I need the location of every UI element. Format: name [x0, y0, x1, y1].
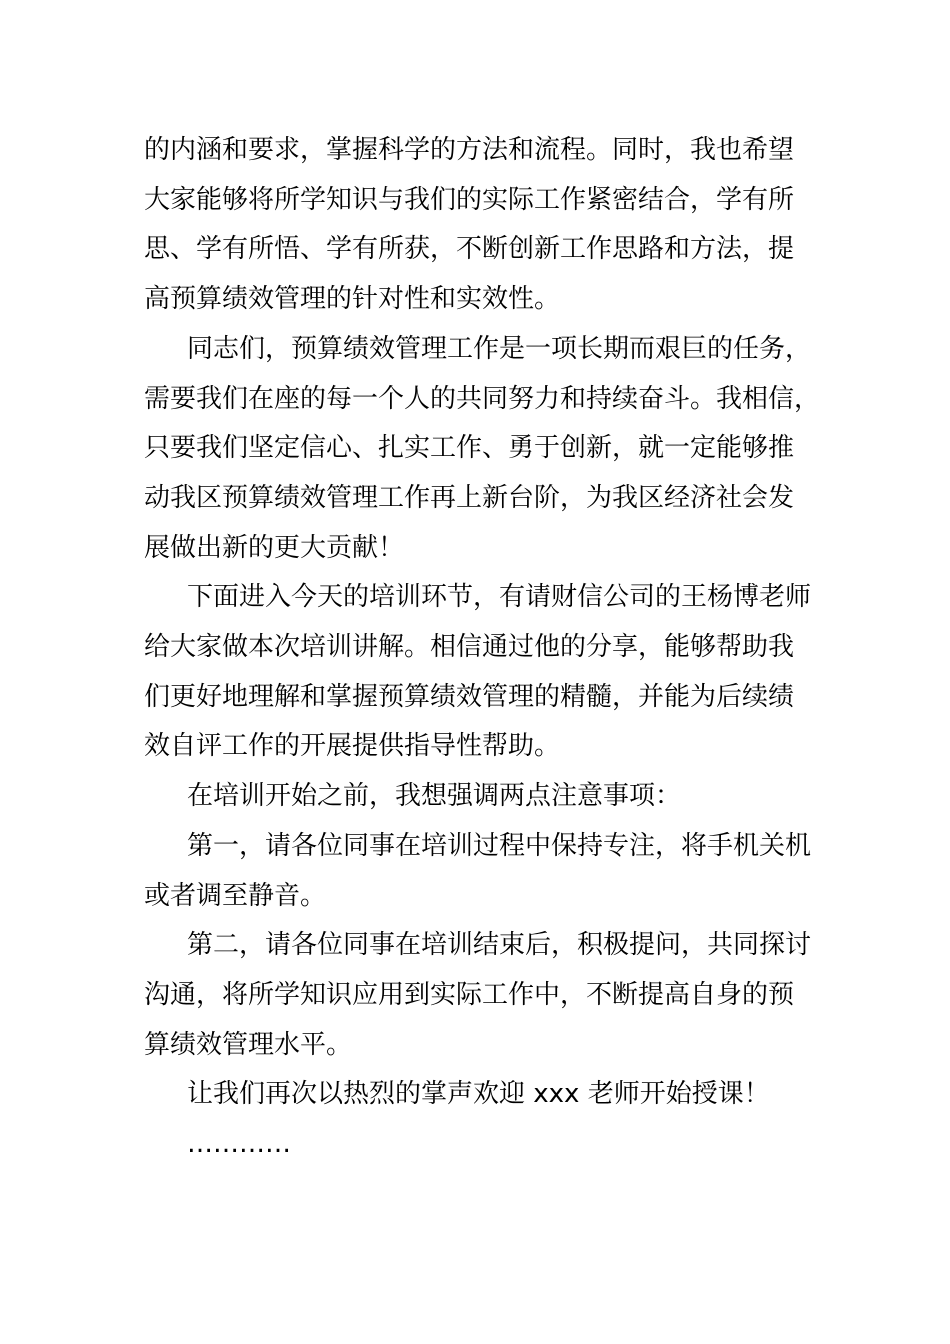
text-line: 给大家做本次培训讲解。相信通过他的分享，能够帮助我 — [144, 632, 795, 663]
paragraph-8-ellipsis — [144, 1120, 824, 1170]
text-line: 算绩效管理水平。 — [144, 1029, 353, 1060]
text-line: 下面进入今天的培训环节，有请财信公司的王杨博老师 — [187, 582, 812, 613]
text-line: 沟通，将所学知识应用到实际工作中，不断提高自身的预 — [144, 979, 795, 1010]
text-line: 只要我们坚定信心、扎实工作、勇于创新，就一定能够推 — [144, 433, 795, 464]
text-line: 同志们，预算绩效管理工作是一项长期而艰巨的任务， — [187, 333, 812, 364]
paragraph-2 — [144, 325, 824, 574]
paragraph-4 — [144, 772, 824, 822]
paragraph-5 — [144, 822, 824, 921]
text-line: 大家能够将所学知识与我们的实际工作紧密结合，学有所 — [144, 184, 795, 215]
paragraph-6 — [144, 921, 824, 1070]
text-line: 在培训开始之前，我想强调两点注意事项： — [187, 781, 682, 812]
ellipsis-line: ………… — [187, 1129, 291, 1160]
paragraph-7 — [144, 1070, 824, 1120]
text-line: 展做出新的更大贡献！ — [144, 532, 405, 563]
text-line: 效自评工作的开展提供指导性帮助。 — [144, 731, 561, 762]
text-line: 让我们再次以热烈的掌声欢迎 xxx 老师开始授课！ — [187, 1079, 770, 1110]
text-line: 的内涵和要求，掌握科学的方法和流程。同时，我也希望 — [144, 135, 795, 165]
paragraph-1 — [144, 126, 824, 325]
text-line: 动我区预算绩效管理工作再上新台阶，为我区经济社会发 — [144, 482, 795, 513]
text-line: 或者调至静音。 — [144, 880, 327, 911]
document-body — [144, 126, 824, 1170]
text-line: 思、学有所悟、学有所获，不断创新工作思路和方法，提 — [144, 234, 795, 265]
text-line: 第二，请各位同事在培训结束后，积极提问，共同探讨 — [187, 930, 812, 961]
paragraph-3 — [144, 573, 824, 772]
text-line: 们更好地理解和掌握预算绩效管理的精髓，并能为后续绩 — [144, 681, 795, 712]
text-line: 高预算绩效管理的针对性和实效性。 — [144, 284, 561, 315]
text-line: 第一，请各位同事在培训过程中保持专注，将手机关机 — [187, 830, 812, 861]
text-line: 需要我们在座的每一个人的共同努力和持续奋斗。我相信， — [144, 383, 821, 414]
